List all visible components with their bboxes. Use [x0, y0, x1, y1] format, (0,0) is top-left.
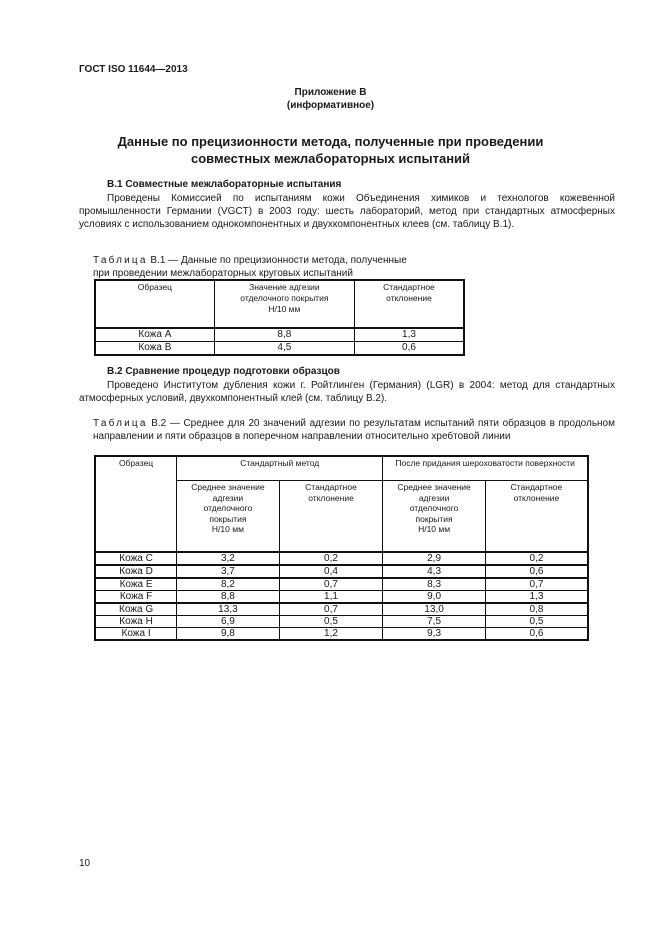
table-b1 [94, 279, 465, 356]
cell-sample: Кожа G [95, 603, 177, 616]
cell-std-mean: 8,2 [177, 578, 280, 591]
cell-sd: 0,6 [354, 342, 464, 356]
cell-std-mean: 3,7 [177, 565, 280, 578]
header-line: адгезии [418, 492, 450, 503]
cell-sample: Кожа I [95, 628, 177, 641]
cell-rough-sd: 0,5 [485, 616, 588, 628]
cell-sample: Кожа H [95, 616, 177, 628]
table2-caption-label: Таблица [93, 418, 148, 429]
table1-header-sample: Образец [95, 280, 214, 328]
cell-rough-sd: 0,6 [485, 565, 588, 578]
cell-rough-sd: 0,2 [485, 552, 588, 565]
cell-std-sd: 0,4 [279, 565, 383, 578]
cell-rough-sd: 0,6 [485, 628, 588, 641]
table1-caption [93, 254, 453, 280]
table-row [95, 616, 588, 628]
table1-caption-line1: В.1 — Данные по прецизионности метода, полученные [147, 255, 407, 266]
page-number: 10 [79, 858, 91, 869]
table2-header-after-roughening: После придания шероховатости поверхности [383, 456, 588, 481]
table-row [95, 628, 588, 641]
header-line: покрытия [209, 513, 247, 524]
section2-text: Проведено Институтом дубления кожи г. Ройтлинген (Германия) (LGR) в 2004: метод для стандартных атмосферных условий, двухкомпонентный клей (см. таблицу В.2). [79, 380, 615, 404]
header-line: Стандартное [383, 282, 435, 292]
header-line: отделочного [203, 503, 253, 513]
table-row [95, 342, 464, 356]
cell-rough-mean: 4,3 [383, 565, 486, 578]
cell-std-mean: 9,8 [177, 628, 280, 641]
cell-sample: Кожа А [95, 328, 214, 342]
cell-sample: Кожа C [95, 552, 177, 565]
table1-caption-line2: при проведении межлабораторных круговых испытаний [93, 268, 353, 279]
appendix-type: (информативное) [286, 100, 375, 111]
section1-text: Проведены Комиссией по испытаниям кожи Объединения химиков и технологов кожевенной промышленности Германии (VGCT) в 2003 году: шесть лабораторий, метод при стандартных атмосферных условиях с использованием однокомпонентных и двухкомпонентных клеев (см. таблицу В.1). [79, 193, 615, 230]
header-line: Значение адгезии [249, 282, 320, 292]
header-line: Н/10 мм [211, 524, 244, 534]
table2-subheader-rough-sd [485, 481, 588, 553]
header-line: покрытия [415, 513, 453, 524]
header-line: адгезии [212, 492, 244, 503]
cell-rough-mean: 7,5 [383, 616, 486, 628]
table1-header-sd [354, 280, 464, 328]
cell-rough-mean: 9,3 [383, 628, 486, 641]
table2-header-row-1 [95, 456, 588, 481]
cell-sample: Кожа F [95, 591, 177, 604]
table-row [95, 603, 588, 616]
header-line: Н/10 мм [418, 524, 451, 534]
section1-heading: В.1 Совместные межлабораторные испытания [107, 179, 342, 190]
table1-header-value [214, 280, 354, 328]
cell-rough-mean: 8,3 [383, 578, 486, 591]
cell-std-sd: 0,7 [279, 603, 383, 616]
table2-header-sample: Образец [95, 456, 177, 552]
table-row [95, 565, 588, 578]
cell-std-mean: 13,3 [177, 603, 280, 616]
cell-rough-mean: 9,0 [383, 591, 486, 604]
section2-paragraph [79, 379, 615, 405]
header-line: отделочного покрытия [240, 293, 329, 303]
cell-sample: Кожа D [95, 565, 177, 578]
page-title [0, 133, 661, 167]
table-row [95, 591, 588, 604]
table1-caption-label: Таблица [93, 255, 148, 266]
header-line: отклонение [308, 492, 354, 503]
cell-rough-mean: 13,0 [383, 603, 486, 616]
header-line: Среднее значение [191, 482, 265, 492]
table-row [95, 552, 588, 565]
cell-std-mean: 6,9 [177, 616, 280, 628]
table2-header-standard-method: Стандартный метод [177, 456, 383, 481]
header-line: Н/10 мм [268, 304, 301, 314]
table2-caption-text: В.2 — Среднее для 20 значений адгезии по результатам испытаний пяти образцов в продольном направлении и пяти образцов в поперечном направлении относительно хребтовой линии [93, 418, 615, 442]
table-b2 [94, 455, 589, 641]
header-line: отделочного [409, 503, 459, 513]
cell-rough-mean: 2,9 [383, 552, 486, 565]
header-line: отклонение [513, 492, 560, 503]
section2-heading: В.2 Сравнение процедур подготовки образцов [107, 366, 340, 377]
table-row [95, 578, 588, 591]
cell-rough-sd: 1,3 [485, 591, 588, 604]
cell-std-sd: 0,2 [279, 552, 383, 565]
table2-caption [93, 417, 615, 443]
cell-sample: Кожа E [95, 578, 177, 591]
header-line: Стандартное [305, 482, 357, 492]
table2-subheader-rough-mean [383, 481, 486, 553]
table1-header-row [95, 280, 464, 328]
cell-value: 8,8 [214, 328, 354, 342]
cell-rough-sd: 0,7 [485, 578, 588, 591]
cell-std-mean: 8,8 [177, 591, 280, 604]
cell-sample: Кожа В [95, 342, 214, 356]
cell-std-sd: 1,2 [279, 628, 383, 641]
section1-paragraph [79, 192, 615, 231]
cell-rough-sd: 0,8 [485, 603, 588, 616]
cell-std-sd: 0,7 [279, 578, 383, 591]
page-title-line1: Данные по прецизионности метода, полученные при проведении [117, 134, 544, 149]
cell-std-mean: 3,2 [177, 552, 280, 565]
cell-value: 4,5 [214, 342, 354, 356]
standard-designation: ГОСТ ISO 11644—2013 [79, 64, 188, 75]
appendix-label: Приложение В [294, 87, 367, 98]
table2-subheader-std-mean [177, 481, 280, 553]
header-line: Среднее значение [397, 482, 471, 492]
header-line: отклонение [386, 293, 432, 303]
table-row [95, 328, 464, 342]
cell-std-sd: 0,5 [279, 616, 383, 628]
header-line: Стандартное [510, 482, 563, 492]
page-title-line2: совместных межлабораторных испытаний [190, 151, 471, 166]
cell-sd: 1,3 [354, 328, 464, 342]
table2-subheader-std-sd [279, 481, 383, 553]
cell-std-sd: 1,1 [279, 591, 383, 604]
